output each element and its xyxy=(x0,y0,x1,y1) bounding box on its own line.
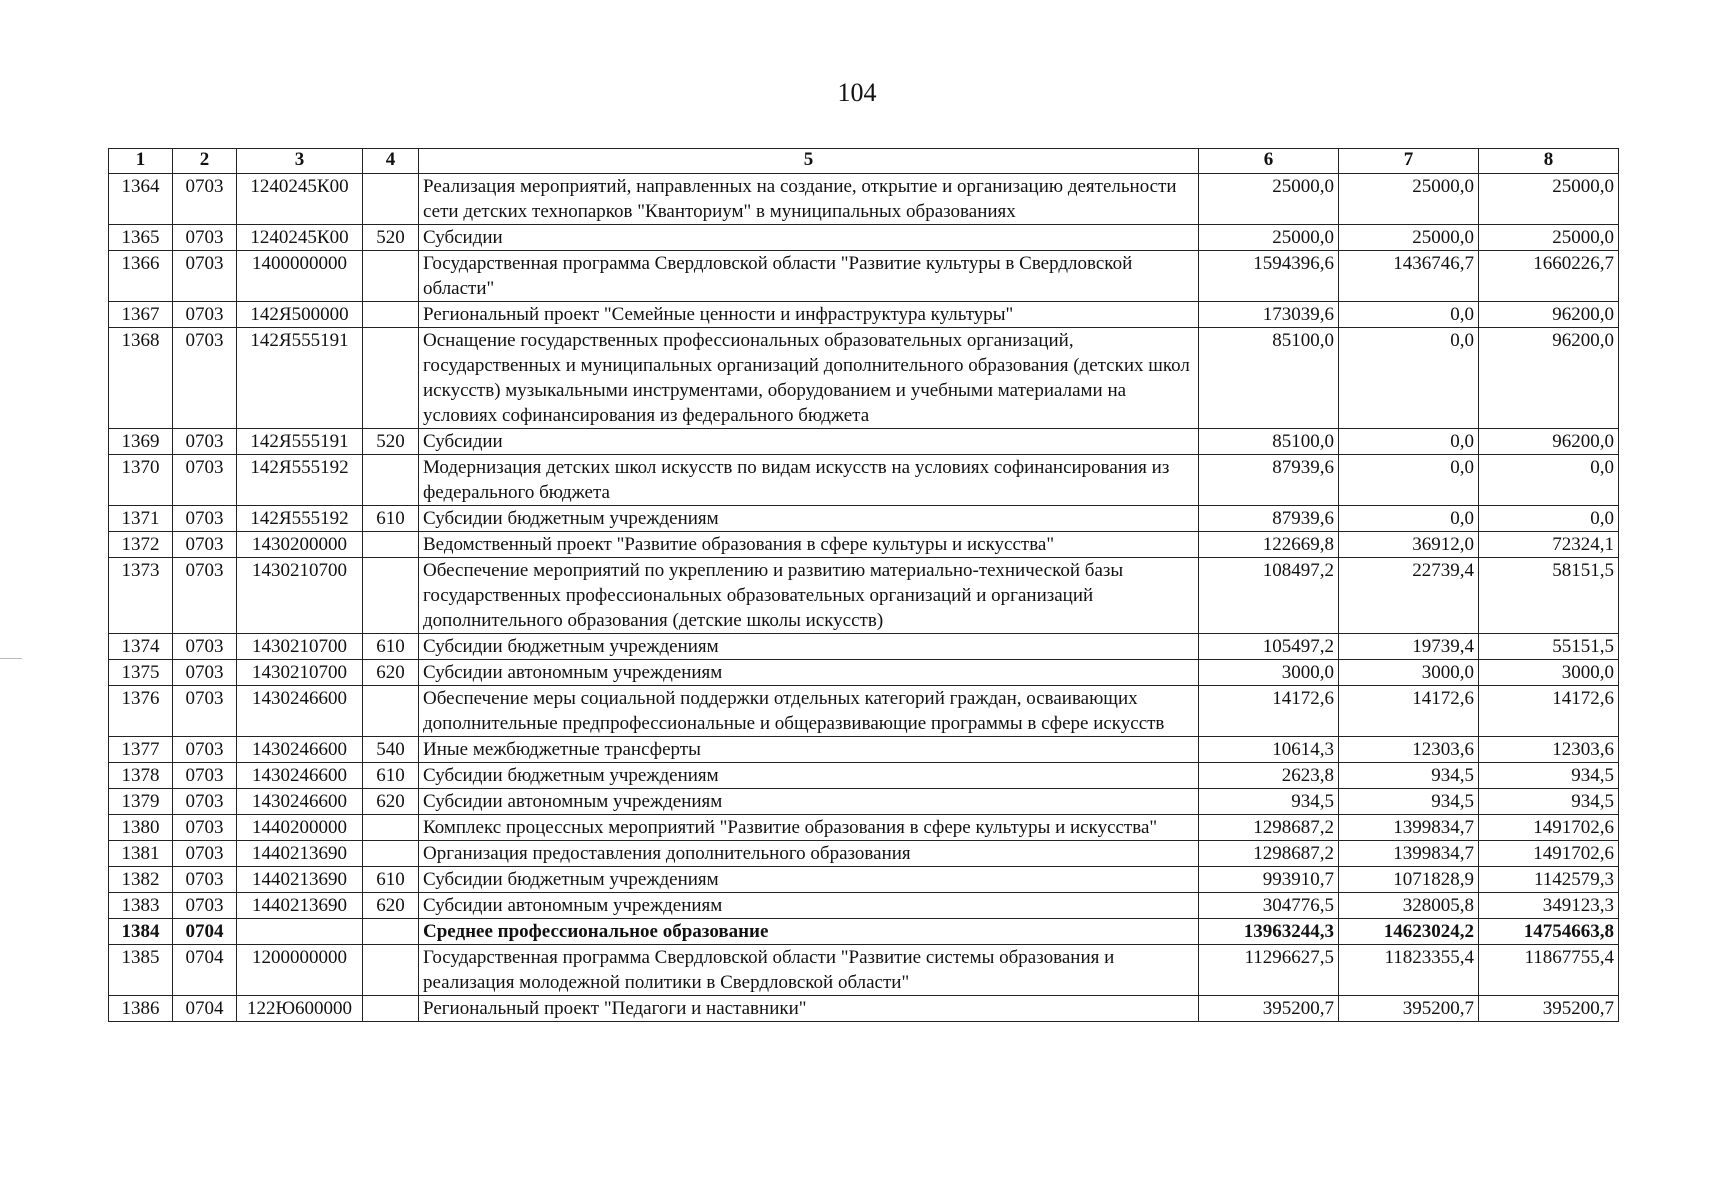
row-number-cell: 1377 xyxy=(109,737,173,763)
item-name-cell: Субсидии автономным учреждениям xyxy=(419,660,1199,686)
target-code-cell: 142Я555191 xyxy=(237,328,363,429)
table-header-row xyxy=(109,149,1619,174)
amount-col-7-cell: 1399834,7 xyxy=(1339,841,1479,867)
target-code-cell: 1400000000 xyxy=(237,251,363,302)
section-code-cell: 0703 xyxy=(173,302,237,328)
expense-type-cell: 610 xyxy=(363,867,419,893)
amount-col-7-cell: 0,0 xyxy=(1339,429,1479,455)
row-number-cell: 1378 xyxy=(109,763,173,789)
amount-col-8-cell: 3000,0 xyxy=(1479,660,1619,686)
table-row xyxy=(109,996,1619,1022)
amount-col-7-cell: 36912,0 xyxy=(1339,532,1479,558)
expense-type-cell: 620 xyxy=(363,789,419,815)
amount-col-8-cell: 14172,6 xyxy=(1479,686,1619,737)
amount-col-7-cell: 934,5 xyxy=(1339,763,1479,789)
amount-col-7-cell: 12303,6 xyxy=(1339,737,1479,763)
amount-col-8-cell: 1491702,6 xyxy=(1479,841,1619,867)
header-col-7: 7 xyxy=(1339,149,1479,174)
target-code-cell: 1430210700 xyxy=(237,634,363,660)
item-name-cell: Модернизация детских школ искусств по видам искусств на условиях софинансирования из федерального бюджета xyxy=(419,455,1199,506)
expense-type-cell xyxy=(363,945,419,996)
item-name-cell: Субсидии бюджетным учреждениям xyxy=(419,763,1199,789)
amount-col-7-cell: 934,5 xyxy=(1339,789,1479,815)
header-col-1: 1 xyxy=(109,149,173,174)
expense-type-cell: 520 xyxy=(363,429,419,455)
row-number-cell: 1368 xyxy=(109,328,173,429)
amount-col-6-cell: 25000,0 xyxy=(1199,174,1339,225)
section-code-cell: 0703 xyxy=(173,815,237,841)
target-code-cell: 1430246600 xyxy=(237,686,363,737)
table-row xyxy=(109,841,1619,867)
amount-col-6-cell: 993910,7 xyxy=(1199,867,1339,893)
item-name-cell: Среднее профессиональное образование xyxy=(419,919,1199,945)
section-code-cell: 0703 xyxy=(173,867,237,893)
item-name-cell: Государственная программа Свердловской области "Развитие системы образования и реализация молодежной политики в Свердловской области" xyxy=(419,945,1199,996)
expense-type-cell xyxy=(363,558,419,634)
section-code-cell: 0703 xyxy=(173,429,237,455)
table-row xyxy=(109,660,1619,686)
target-code-cell: 1440200000 xyxy=(237,815,363,841)
section-code-cell: 0703 xyxy=(173,506,237,532)
amount-col-6-cell: 87939,6 xyxy=(1199,455,1339,506)
amount-col-6-cell: 1298687,2 xyxy=(1199,815,1339,841)
amount-col-7-cell: 25000,0 xyxy=(1339,225,1479,251)
table-row xyxy=(109,893,1619,919)
amount-col-7-cell: 1399834,7 xyxy=(1339,815,1479,841)
item-name-cell: Ведомственный проект "Развитие образования в сфере культуры и искусства" xyxy=(419,532,1199,558)
table-row xyxy=(109,506,1619,532)
table-row xyxy=(109,867,1619,893)
target-code-cell: 1240245К00 xyxy=(237,174,363,225)
amount-col-8-cell: 12303,6 xyxy=(1479,737,1619,763)
expense-type-cell xyxy=(363,686,419,737)
amount-col-6-cell: 14172,6 xyxy=(1199,686,1339,737)
section-code-cell: 0703 xyxy=(173,893,237,919)
item-name-cell: Обеспечение меры социальной поддержки отдельных категорий граждан, осваивающих дополнительные предпрофессиональные и общеразвивающие программы в сфере искусств xyxy=(419,686,1199,737)
amount-col-8-cell: 0,0 xyxy=(1479,455,1619,506)
section-code-cell: 0703 xyxy=(173,558,237,634)
expense-type-cell xyxy=(363,174,419,225)
item-name-cell: Комплекс процессных мероприятий "Развитие образования в сфере культуры и искусства" xyxy=(419,815,1199,841)
row-number-cell: 1375 xyxy=(109,660,173,686)
amount-col-8-cell: 55151,5 xyxy=(1479,634,1619,660)
amount-col-7-cell: 3000,0 xyxy=(1339,660,1479,686)
item-name-cell: Субсидии бюджетным учреждениям xyxy=(419,867,1199,893)
table-row xyxy=(109,328,1619,429)
target-code-cell: 122Ю600000 xyxy=(237,996,363,1022)
table-row xyxy=(109,455,1619,506)
amount-col-6-cell: 11296627,5 xyxy=(1199,945,1339,996)
section-code-cell: 0703 xyxy=(173,686,237,737)
item-name-cell: Субсидии xyxy=(419,429,1199,455)
amount-col-7-cell: 328005,8 xyxy=(1339,893,1479,919)
header-col-4: 4 xyxy=(363,149,419,174)
section-code-cell: 0703 xyxy=(173,251,237,302)
amount-col-6-cell: 1594396,6 xyxy=(1199,251,1339,302)
row-number-cell: 1381 xyxy=(109,841,173,867)
target-code-cell: 1430210700 xyxy=(237,660,363,686)
row-number-cell: 1367 xyxy=(109,302,173,328)
section-code-cell: 0704 xyxy=(173,945,237,996)
amount-col-8-cell: 349123,3 xyxy=(1479,893,1619,919)
target-code-cell xyxy=(237,919,363,945)
amount-col-6-cell: 173039,6 xyxy=(1199,302,1339,328)
table-row xyxy=(109,429,1619,455)
section-code-cell: 0703 xyxy=(173,225,237,251)
section-code-cell: 0703 xyxy=(173,789,237,815)
section-code-cell: 0703 xyxy=(173,737,237,763)
item-name-cell: Региональный проект "Педагоги и наставники" xyxy=(419,996,1199,1022)
item-name-cell: Субсидии автономным учреждениям xyxy=(419,893,1199,919)
row-number-cell: 1382 xyxy=(109,867,173,893)
amount-col-7-cell: 0,0 xyxy=(1339,506,1479,532)
row-number-cell: 1376 xyxy=(109,686,173,737)
row-number-cell: 1366 xyxy=(109,251,173,302)
target-code-cell: 1240245К00 xyxy=(237,225,363,251)
section-code-cell: 0704 xyxy=(173,919,237,945)
header-col-6: 6 xyxy=(1199,149,1339,174)
table-row xyxy=(109,763,1619,789)
expense-type-cell xyxy=(363,919,419,945)
table-row xyxy=(109,532,1619,558)
row-number-cell: 1365 xyxy=(109,225,173,251)
amount-col-7-cell: 14623024,2 xyxy=(1339,919,1479,945)
amount-col-8-cell: 72324,1 xyxy=(1479,532,1619,558)
target-code-cell: 1440213690 xyxy=(237,893,363,919)
amount-col-8-cell: 934,5 xyxy=(1479,789,1619,815)
amount-col-8-cell: 96200,0 xyxy=(1479,429,1619,455)
amount-col-6-cell: 87939,6 xyxy=(1199,506,1339,532)
amount-col-8-cell: 1491702,6 xyxy=(1479,815,1619,841)
expense-type-cell xyxy=(363,455,419,506)
amount-col-6-cell: 13963244,3 xyxy=(1199,919,1339,945)
expense-type-cell: 540 xyxy=(363,737,419,763)
amount-col-8-cell: 0,0 xyxy=(1479,506,1619,532)
section-code-cell: 0703 xyxy=(173,763,237,789)
amount-col-7-cell: 11823355,4 xyxy=(1339,945,1479,996)
expense-type-cell: 610 xyxy=(363,634,419,660)
amount-col-8-cell: 25000,0 xyxy=(1479,225,1619,251)
amount-col-8-cell: 96200,0 xyxy=(1479,328,1619,429)
target-code-cell: 1430246600 xyxy=(237,789,363,815)
item-name-cell: Реализация мероприятий, направленных на создание, открытие и организацию деятельности сети детских технопарков "Кванториум" в муниципальных образованиях xyxy=(419,174,1199,225)
section-code-cell: 0703 xyxy=(173,841,237,867)
expense-type-cell xyxy=(363,996,419,1022)
expense-type-cell: 620 xyxy=(363,893,419,919)
table-row xyxy=(109,737,1619,763)
page-number: 104 xyxy=(837,78,877,107)
row-number-cell: 1369 xyxy=(109,429,173,455)
amount-col-8-cell: 395200,7 xyxy=(1479,996,1619,1022)
item-name-cell: Субсидии автономным учреждениям xyxy=(419,789,1199,815)
expense-type-cell xyxy=(363,841,419,867)
section-code-cell: 0703 xyxy=(173,455,237,506)
table-row xyxy=(109,558,1619,634)
header-col-5: 5 xyxy=(419,149,1199,174)
table-row xyxy=(109,634,1619,660)
amount-col-6-cell: 395200,7 xyxy=(1199,996,1339,1022)
table-row xyxy=(109,225,1619,251)
amount-col-6-cell: 10614,3 xyxy=(1199,737,1339,763)
amount-col-8-cell: 11867755,4 xyxy=(1479,945,1619,996)
amount-col-6-cell: 85100,0 xyxy=(1199,429,1339,455)
amount-col-6-cell: 934,5 xyxy=(1199,789,1339,815)
amount-col-7-cell: 395200,7 xyxy=(1339,996,1479,1022)
table-row xyxy=(109,815,1619,841)
amount-col-8-cell: 96200,0 xyxy=(1479,302,1619,328)
header-col-2: 2 xyxy=(173,149,237,174)
table-body xyxy=(109,174,1619,1022)
amount-col-6-cell: 85100,0 xyxy=(1199,328,1339,429)
section-code-cell: 0703 xyxy=(173,634,237,660)
expense-type-cell xyxy=(363,532,419,558)
table-row xyxy=(109,945,1619,996)
amount-col-7-cell: 19739,4 xyxy=(1339,634,1479,660)
row-number-cell: 1380 xyxy=(109,815,173,841)
target-code-cell: 142Я555192 xyxy=(237,506,363,532)
row-number-cell: 1383 xyxy=(109,893,173,919)
target-code-cell: 1430246600 xyxy=(237,763,363,789)
amount-col-7-cell: 0,0 xyxy=(1339,455,1479,506)
target-code-cell: 142Я500000 xyxy=(237,302,363,328)
target-code-cell: 1430200000 xyxy=(237,532,363,558)
item-name-cell: Оснащение государственных профессиональных образовательных организаций, государственных и муниципальных организаций дополнительного образования (детских школ искусств) музыкальными инструментами, оборудованием и учебными материалами на условиях софинансирования из федерального бюджета xyxy=(419,328,1199,429)
row-number-cell: 1370 xyxy=(109,455,173,506)
expense-type-cell xyxy=(363,251,419,302)
amount-col-6-cell: 25000,0 xyxy=(1199,225,1339,251)
table-row xyxy=(109,302,1619,328)
amount-col-7-cell: 1436746,7 xyxy=(1339,251,1479,302)
expense-type-cell: 520 xyxy=(363,225,419,251)
row-number-cell: 1364 xyxy=(109,174,173,225)
amount-col-7-cell: 0,0 xyxy=(1339,328,1479,429)
row-number-cell: 1371 xyxy=(109,506,173,532)
expense-type-cell: 610 xyxy=(363,763,419,789)
expense-type-cell xyxy=(363,328,419,429)
amount-col-6-cell: 108497,2 xyxy=(1199,558,1339,634)
row-number-cell: 1374 xyxy=(109,634,173,660)
section-code-cell: 0704 xyxy=(173,996,237,1022)
table-row xyxy=(109,251,1619,302)
amount-col-7-cell: 14172,6 xyxy=(1339,686,1479,737)
amount-col-8-cell: 1142579,3 xyxy=(1479,867,1619,893)
amount-col-8-cell: 58151,5 xyxy=(1479,558,1619,634)
item-name-cell: Региональный проект "Семейные ценности и инфраструктура культуры" xyxy=(419,302,1199,328)
section-code-cell: 0703 xyxy=(173,660,237,686)
target-code-cell: 1440213690 xyxy=(237,841,363,867)
item-name-cell: Организация предоставления дополнительного образования xyxy=(419,841,1199,867)
item-name-cell: Субсидии бюджетным учреждениям xyxy=(419,634,1199,660)
amount-col-8-cell: 1660226,7 xyxy=(1479,251,1619,302)
amount-col-7-cell: 22739,4 xyxy=(1339,558,1479,634)
expense-type-cell xyxy=(363,302,419,328)
margin-mark xyxy=(0,658,22,659)
item-name-cell: Субсидии бюджетным учреждениям xyxy=(419,506,1199,532)
amount-col-7-cell: 1071828,9 xyxy=(1339,867,1479,893)
table-row xyxy=(109,789,1619,815)
budget-table xyxy=(108,148,1619,1022)
amount-col-6-cell: 105497,2 xyxy=(1199,634,1339,660)
table-row xyxy=(109,174,1619,225)
item-name-cell: Субсидии xyxy=(419,225,1199,251)
header-col-8: 8 xyxy=(1479,149,1619,174)
section-code-cell: 0703 xyxy=(173,328,237,429)
row-number-cell: 1384 xyxy=(109,919,173,945)
amount-col-6-cell: 2623,8 xyxy=(1199,763,1339,789)
amount-col-7-cell: 25000,0 xyxy=(1339,174,1479,225)
row-number-cell: 1379 xyxy=(109,789,173,815)
row-number-cell: 1373 xyxy=(109,558,173,634)
target-code-cell: 1430246600 xyxy=(237,737,363,763)
row-number-cell: 1372 xyxy=(109,532,173,558)
header-col-3: 3 xyxy=(237,149,363,174)
section-code-cell: 0703 xyxy=(173,532,237,558)
row-number-cell: 1386 xyxy=(109,996,173,1022)
amount-col-8-cell: 934,5 xyxy=(1479,763,1619,789)
target-code-cell: 142Я555191 xyxy=(237,429,363,455)
expense-type-cell: 620 xyxy=(363,660,419,686)
target-code-cell: 142Я555192 xyxy=(237,455,363,506)
expense-type-cell: 610 xyxy=(363,506,419,532)
target-code-cell: 1430210700 xyxy=(237,558,363,634)
amount-col-6-cell: 3000,0 xyxy=(1199,660,1339,686)
row-number-cell: 1385 xyxy=(109,945,173,996)
target-code-cell: 1440213690 xyxy=(237,867,363,893)
item-name-cell: Обеспечение мероприятий по укреплению и развитию материально-технической базы государственных профессиональных образовательных организаций и организаций дополнительного образования (детские школы искусств) xyxy=(419,558,1199,634)
target-code-cell: 1200000000 xyxy=(237,945,363,996)
table-row xyxy=(109,919,1619,945)
item-name-cell: Государственная программа Свердловской области "Развитие культуры в Свердловской области" xyxy=(419,251,1199,302)
item-name-cell: Иные межбюджетные трансферты xyxy=(419,737,1199,763)
amount-col-8-cell: 14754663,8 xyxy=(1479,919,1619,945)
amount-col-6-cell: 1298687,2 xyxy=(1199,841,1339,867)
amount-col-8-cell: 25000,0 xyxy=(1479,174,1619,225)
table-row xyxy=(109,686,1619,737)
expense-type-cell xyxy=(363,815,419,841)
amount-col-7-cell: 0,0 xyxy=(1339,302,1479,328)
amount-col-6-cell: 122669,8 xyxy=(1199,532,1339,558)
section-code-cell: 0703 xyxy=(173,174,237,225)
amount-col-6-cell: 304776,5 xyxy=(1199,893,1339,919)
